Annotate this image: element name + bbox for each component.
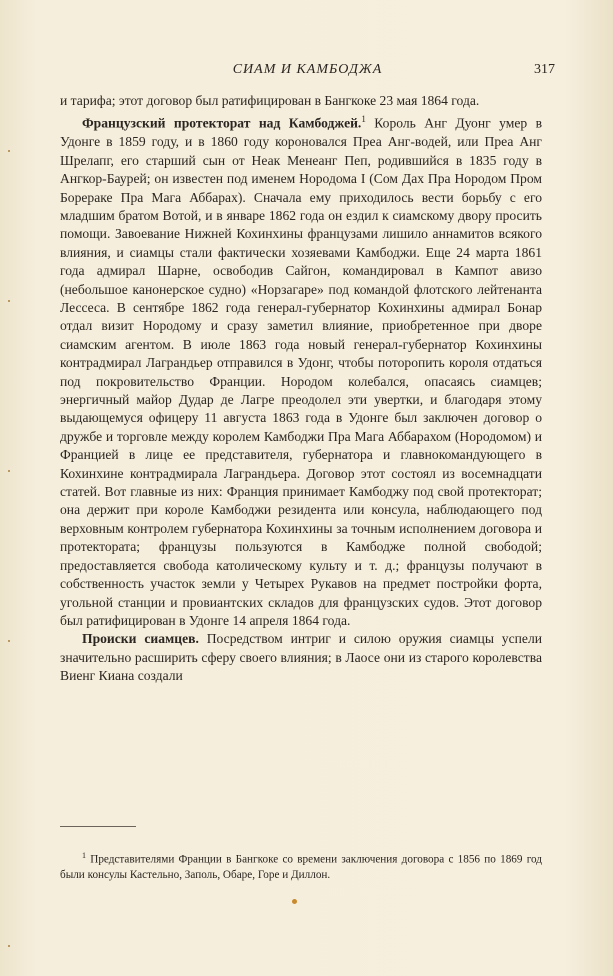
footnote-marker: 1 <box>361 114 366 125</box>
footnote-divider <box>60 826 136 827</box>
edge-speck <box>8 640 10 642</box>
page-header <box>60 62 555 84</box>
running-head: СИАМ И КАМБОДЖА <box>232 62 383 77</box>
edge-speck <box>8 150 10 152</box>
paragraph-protectorate <box>60 110 542 630</box>
section-heading-intrigues: Происки сиамцев. <box>82 631 199 647</box>
ink-spot <box>292 899 297 904</box>
main-text <box>60 92 542 686</box>
edge-speck <box>8 300 10 302</box>
section-heading-protectorate: Французский протекторат над Камбоджей. <box>82 115 362 131</box>
footnote-paragraph <box>60 848 542 883</box>
footnote <box>60 848 542 883</box>
edge-speck <box>8 945 10 947</box>
footnote-number: 1 <box>82 851 86 860</box>
paragraph-intrigues-text: Посредством интриг и силою оружия сиамцы успели значительно расширить сферу своего влияния; в Лаосе они из старого королевства Виенг Киана создали <box>60 631 543 684</box>
edge-speck <box>8 470 10 472</box>
paragraph-siamese-intrigues <box>60 630 542 685</box>
page-number: 317 <box>534 62 555 77</box>
paragraph-protectorate-text: Король Анг Дуонг умер в Удонге в 1859 году, и в 1860 году короновался Преа Анг-водей, или Преа Анг Шрелапг, его старший сын от Неак Менеанг Пеп, родившийся в 1835 году в Ангкор-Баурей; он известен под именем Нородома I (Сом Дах Пра Нородом Пром Борераке Пра Мага Аббарах). Сначала ему приходилось вести борьбу с его младшим братом Вотой, и в январе 1862 года он ездил к сиамскому двору просить помощи. Завоевание Нижней Кохинхины французами лишило аннамитов всякого влияния, и сиамцы стали фактически хозяевами Камбоджи. Еще 24 марта 1861 года адмирал Шарне, освободив Сайгон, командировал в Кампот авизо (небольшое канонерское судно) «Норзагаре» под командой флотского лейтенанта Лесcеса. В сентябре 1862 года генерал-губернатор Кохинхины адмирал Бонар отдал визит Нородому и сразу заметил влияние, приобретенное при дворе сиамским агентом. В июле 1863 года новый генерал-губернатор Кохинхины контрадмирал Лаграндьер отправился в Удонг, чтобы поторопить короля отдаться под покровительство Франции. Нородом колебался, опасаясь сиамцев; энергичный майор Дудар де Лагре преодолел эти увертки, и благодаря этому выдающемуся офицеру 11 августа 1863 года в Удонге был заключен договор о дружбе и торговле между королем Камбоджи Пра Мага Аббарахом (Нородомом) и Францией в лице ее представителя, губернатора и главнокомандующего в Кохинхине контрадмирала Лаграндьера. Договор этот состоял из восемнадцати статей. Вот главные из них: Франция принимает Камбоджу под свой протекторат; она держит при короле Камбоджи резидента или консула, наблюдающего под верховным контролем губернатора Кохинхины за точным исполнением договора и протектората; французы пользуются в Камбодже полной свободой; предоставляется свобода католическому культу и т. д.; французы получают в собственность участок земли у Четырех Рукавов на предмет постройки форта, угольной станции и провиантских складов для французских судов. Этот договор был ратифицирован в Удонге 14 апреля 1864 года. <box>60 115 543 628</box>
paragraph-continuation: и тарифа; этот договор был ратифицирован в Бангкоке 23 мая 1864 года. <box>60 93 480 108</box>
footnote-text: Представителями Франции в Бангкоке со времени заключения договора с 1856 по 1869 год были консулы Кастельно, Заполь, Обаре, Горе и Диллон. <box>60 853 542 881</box>
